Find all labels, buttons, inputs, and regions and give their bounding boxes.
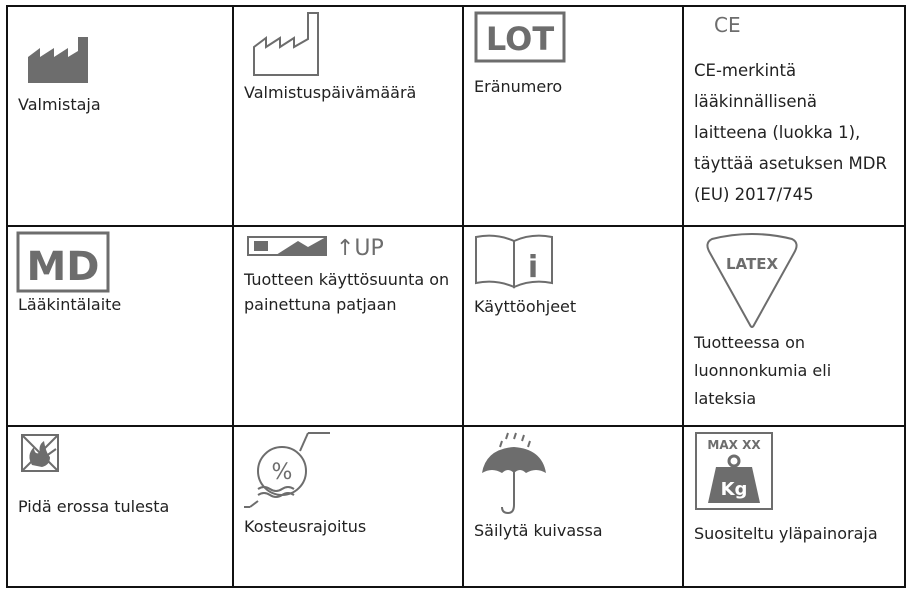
symbol-label: Suositeltu yläpainoraja xyxy=(694,524,878,543)
symbol-label: Säilytä kuivassa xyxy=(474,521,603,540)
symbol-cell-max-weight xyxy=(684,427,904,587)
percent-icon-text: % xyxy=(271,460,293,485)
symbol-cell-medical-device xyxy=(8,227,232,425)
symbol-cell-lot xyxy=(464,7,682,225)
symbol-cell-orientation xyxy=(234,227,462,425)
symbol-label: Kosteusrajoitus xyxy=(244,517,367,536)
lot-icon xyxy=(474,11,566,67)
symbol-cell-keep-dry xyxy=(464,427,682,587)
max-weight-icon-text: MAX XX xyxy=(707,438,761,452)
keep-dry-umbrella-icon xyxy=(478,431,550,519)
humidity-limit-icon xyxy=(244,429,334,513)
factory-outline-icon xyxy=(252,11,322,81)
ce-mark-icon xyxy=(714,13,748,41)
max-weight-icon xyxy=(694,431,774,515)
symbol-label: Tuotteessa on luonnonkumia eli lateksia xyxy=(694,333,832,408)
symbols-table xyxy=(6,5,906,588)
symbol-label: CE-merkintä lääkinnällisenä laitteena (luokka 1), täyttää asetuksen MDR (EU) 2017/745 xyxy=(694,61,887,204)
md-icon-text: MD xyxy=(26,244,100,290)
symbol-cell-manufacture-date xyxy=(234,7,462,225)
latex-icon-text: LATEX xyxy=(725,255,779,273)
info-icon-text: i xyxy=(527,250,539,285)
symbol-cell-fire xyxy=(8,427,232,587)
symbol-cell-latex xyxy=(684,227,904,425)
symbol-label: Tuotteen käyttösuunta on painettuna patjaan xyxy=(244,270,450,314)
symbol-cell-instructions xyxy=(464,227,682,425)
kg-icon-text: Kg xyxy=(720,479,748,500)
symbol-label: Käyttöohjeet xyxy=(474,297,577,316)
symbol-cell-manufacturer xyxy=(8,7,232,225)
lot-icon-text: LOT xyxy=(485,20,555,58)
symbol-label: Lääkintälaite xyxy=(18,295,122,314)
factory-filled-icon xyxy=(26,35,90,89)
instructions-book-icon xyxy=(474,233,554,293)
symbol-label: Valmistaja xyxy=(18,95,101,114)
latex-icon xyxy=(702,233,802,333)
orientation-up-icon xyxy=(246,233,396,267)
ce-icon-text: CE xyxy=(714,13,741,37)
up-icon-text: ↑UP xyxy=(336,236,384,261)
symbol-label: Valmistuspäivämäärä xyxy=(244,83,417,102)
symbol-cell-humidity xyxy=(234,427,462,587)
keep-away-from-fire-icon xyxy=(20,433,60,477)
symbol-label: Pidä erossa tulesta xyxy=(18,497,170,516)
symbol-cell-ce xyxy=(684,7,904,225)
symbol-label: Eränumero xyxy=(474,77,563,96)
md-icon xyxy=(16,231,110,297)
